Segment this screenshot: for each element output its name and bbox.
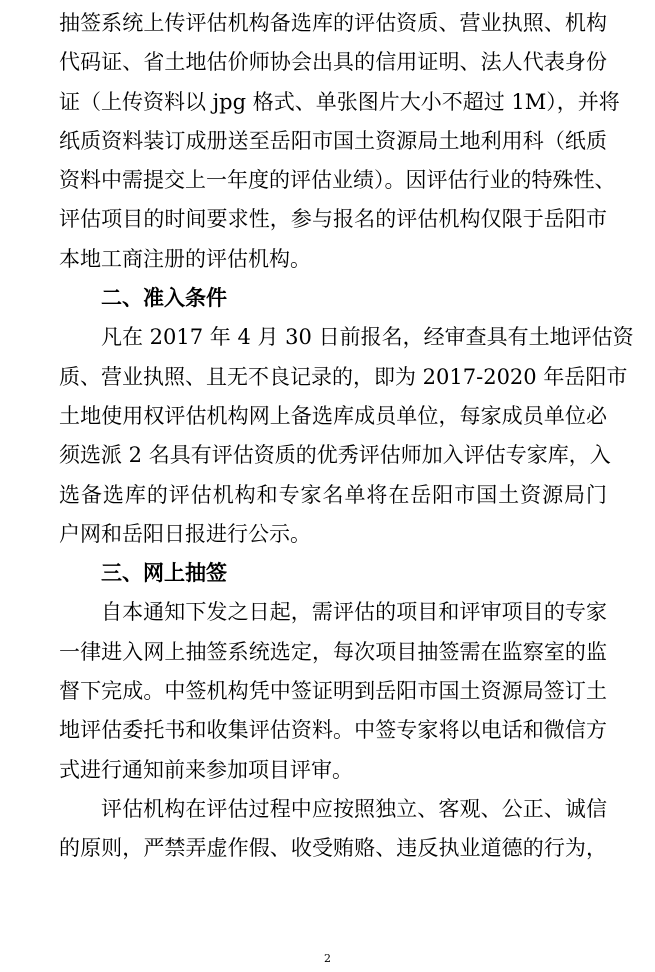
document-line: 纸质资料装订成册送至岳阳市国土资源局土地利用科（纸质 bbox=[59, 128, 607, 153]
document-line: 选备选库的评估机构和专家名单将在岳阳市国土资源局门 bbox=[59, 482, 607, 507]
document-line: 式进行通知前来参加项目评审。 bbox=[59, 757, 353, 782]
document-line: 的原则，严禁弄虚作假、收受贿赂、违反执业道德的行为， bbox=[59, 836, 607, 861]
document-line: 户网和岳阳日报进行公示。 bbox=[59, 521, 311, 546]
document-line: 一律进入网上抽签系统选定，每次项目抽签需在监察室的监 bbox=[59, 639, 607, 664]
document-line: 自本通知下发之日起，需评估的项目和评审项目的专家 bbox=[101, 600, 607, 625]
document-line: 地评估委托书和收集评估资料。中签专家将以电话和微信方 bbox=[59, 718, 607, 743]
document-line: 督下完成。中签机构凭中签证明到岳阳市国土资源局签订土 bbox=[59, 679, 607, 704]
section-heading: 二、准入条件 bbox=[101, 286, 227, 311]
document-line: 本地工商注册的评估机构。 bbox=[59, 246, 311, 271]
section-heading: 三、网上抽签 bbox=[101, 561, 227, 586]
document-line: 土地使用权评估机构网上备选库成员单位，每家成员单位必 bbox=[59, 403, 607, 428]
document-line: 证（上传资料以 jpg 格式、单张图片大小不超过 1M），并将 bbox=[59, 89, 620, 114]
document-line: 质、营业执照、且无不良记录的，即为 2017-2020 年岳阳市 bbox=[59, 364, 628, 389]
document-line: 资料中需提交上一年度的评估业绩）。因评估行业的特殊性、 bbox=[59, 168, 616, 193]
document-line: 评估项目的时间要求性，参与报名的评估机构仅限于岳阳市 bbox=[59, 207, 607, 232]
document-line: 评估机构在评估过程中应按照独立、客观、公正、诚信 bbox=[101, 796, 607, 821]
document-line: 须选派 2 名具有评估资质的优秀评估师加入评估专家库，入 bbox=[59, 443, 611, 468]
document-line: 抽签系统上传评估机构备选库的评估资质、营业执照、机构 bbox=[59, 11, 607, 35]
document-line: 凡在 2017 年 4 月 30 日前报名，经审查具有土地评估资 bbox=[101, 325, 634, 350]
document-body bbox=[59, 4, 634, 869]
page-number: 2 bbox=[324, 952, 331, 965]
document-line: 代码证、省土地估价师协会出具的信用证明、法人代表身份 bbox=[59, 50, 607, 75]
